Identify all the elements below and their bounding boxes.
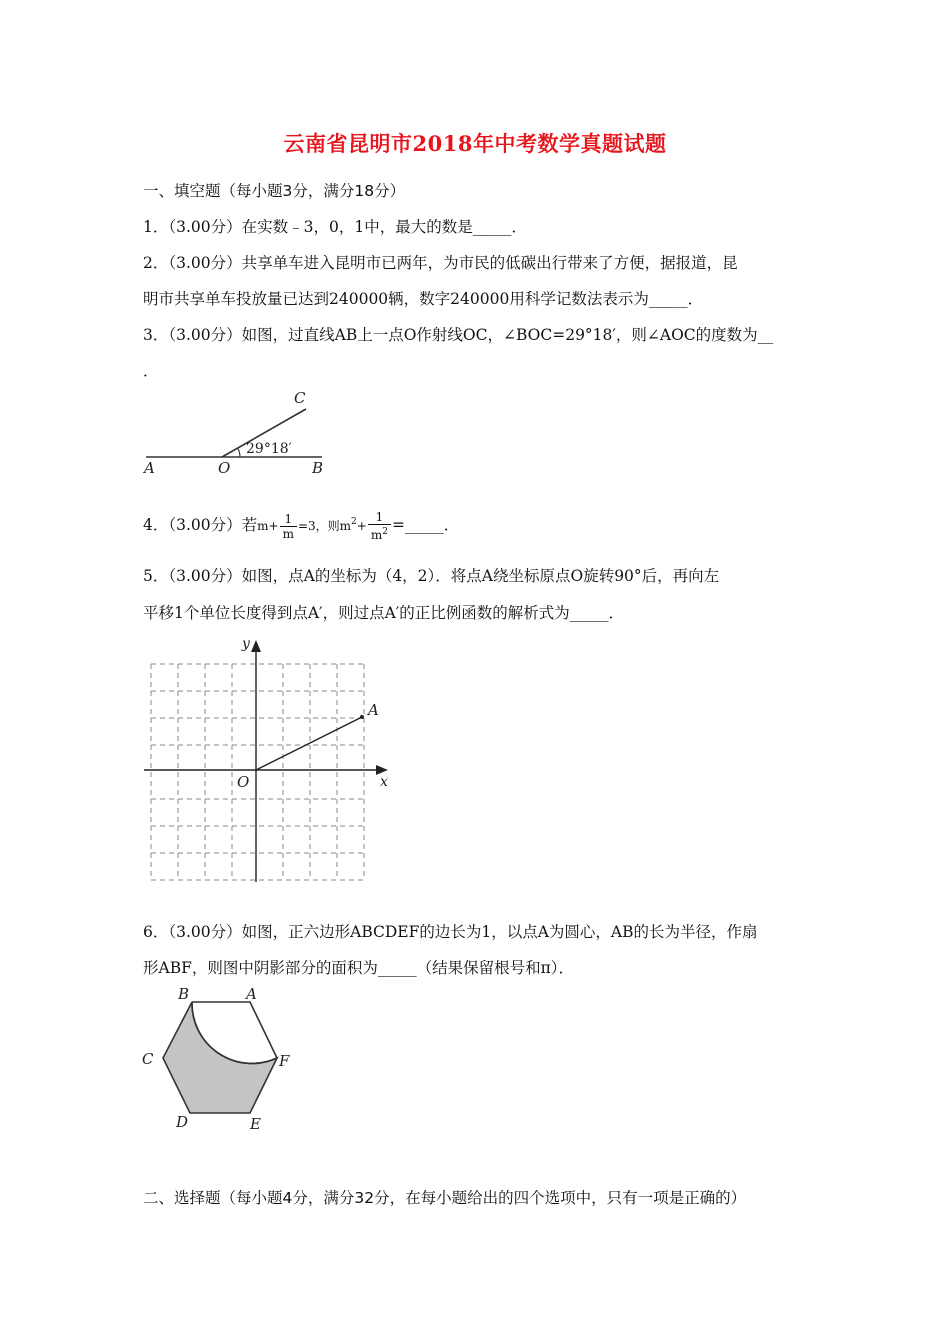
label-o: O bbox=[218, 459, 231, 477]
y-arrow bbox=[251, 640, 261, 652]
segment-oa bbox=[256, 717, 362, 770]
grid-lines bbox=[151, 664, 367, 880]
label-c: C bbox=[294, 389, 306, 407]
question-6-line-2: 形ABF，则图中阴影部分的面积为_____（结果保留根号和π）． bbox=[143, 959, 575, 977]
question-3-line-1: 3．（3.00分）如图，过直线AB上一点O作射线OC，∠BOC=29°18′，则∠AOC的度数为__ bbox=[143, 326, 774, 344]
q4-suffix: =_____． bbox=[391, 516, 460, 534]
point-a bbox=[360, 715, 364, 719]
figure-3-angle bbox=[140, 385, 340, 480]
question-4 bbox=[143, 510, 459, 542]
label-d: D bbox=[176, 1113, 189, 1131]
question-1: 1．（3.00分）在实数﹣3，0，1中，最大的数是_____． bbox=[143, 218, 527, 236]
figure-6-hexagon bbox=[140, 985, 300, 1135]
q4-prefix: 4．（3.00分）若 bbox=[143, 516, 258, 534]
section-1-heading: 一、填空题（每小题3分，满分18分） bbox=[143, 182, 406, 200]
q4-m2-sup: 2 bbox=[351, 516, 357, 527]
label-a: A bbox=[144, 459, 155, 477]
q4-m2: m bbox=[339, 519, 352, 533]
q4-f2-den: m bbox=[370, 528, 383, 542]
label-c: C bbox=[142, 1050, 154, 1068]
question-5-line-1: 5．（3.00分）如图，点A的坐标为（4，2）．将点A绕坐标原点O旋转90°后，再向左 bbox=[143, 567, 720, 585]
label-o: O bbox=[237, 773, 250, 791]
label-a: A bbox=[246, 985, 257, 1003]
q4-fraction-2 bbox=[368, 510, 391, 542]
q4-plus: + bbox=[356, 519, 367, 533]
shaded-region bbox=[163, 1002, 277, 1113]
question-2-line-2: 明市共享单车投放量已达到240000辆，数字240000用科学记数法表示为_____． bbox=[143, 290, 704, 308]
angle-arc bbox=[238, 448, 240, 457]
figure-5-coordinate-grid bbox=[140, 632, 400, 884]
label-b: B bbox=[312, 459, 324, 477]
q4-mid: =3，则 bbox=[297, 519, 340, 533]
q4-f2-num: 1 bbox=[368, 510, 391, 525]
label-x: x bbox=[380, 774, 388, 790]
label-a: A bbox=[368, 701, 379, 719]
q4-f1-den: m bbox=[282, 526, 294, 541]
q4-f1-num: 1 bbox=[280, 512, 297, 527]
section-2-heading: 二、选择题（每小题4分，满分32分，在每小题给出的四个选项中，只有一项是正确的） bbox=[143, 1189, 747, 1207]
angle-label: 29°18′ bbox=[246, 441, 292, 457]
q4-m-plus: m+ bbox=[257, 519, 279, 533]
page-title: 云南省昆明市2018年中考数学真题试题 bbox=[283, 131, 667, 156]
q4-fraction-1 bbox=[280, 512, 297, 541]
q4-f2-sup: 2 bbox=[382, 527, 388, 537]
question-6-line-1: 6．（3.00分）如图，正六边形ABCDEF的边长为1，以点A为圆心，AB的长为半径，作扇 bbox=[143, 923, 758, 941]
label-b: B bbox=[178, 985, 190, 1003]
label-y: y bbox=[242, 636, 250, 652]
question-2-line-1: 2．（3.00分）共享单车进入昆明市已两年，为市民的低碳出行带来了方便，据报道，昆 bbox=[143, 254, 738, 272]
label-e: E bbox=[250, 1115, 261, 1133]
q4-f2-den-wrap bbox=[368, 525, 391, 542]
question-5-line-2: 平移1个单位长度得到点A′，则过点A′的正比例函数的解析式为_____． bbox=[143, 604, 625, 622]
label-f: F bbox=[279, 1052, 290, 1070]
question-3-line-2: ． bbox=[143, 362, 159, 380]
